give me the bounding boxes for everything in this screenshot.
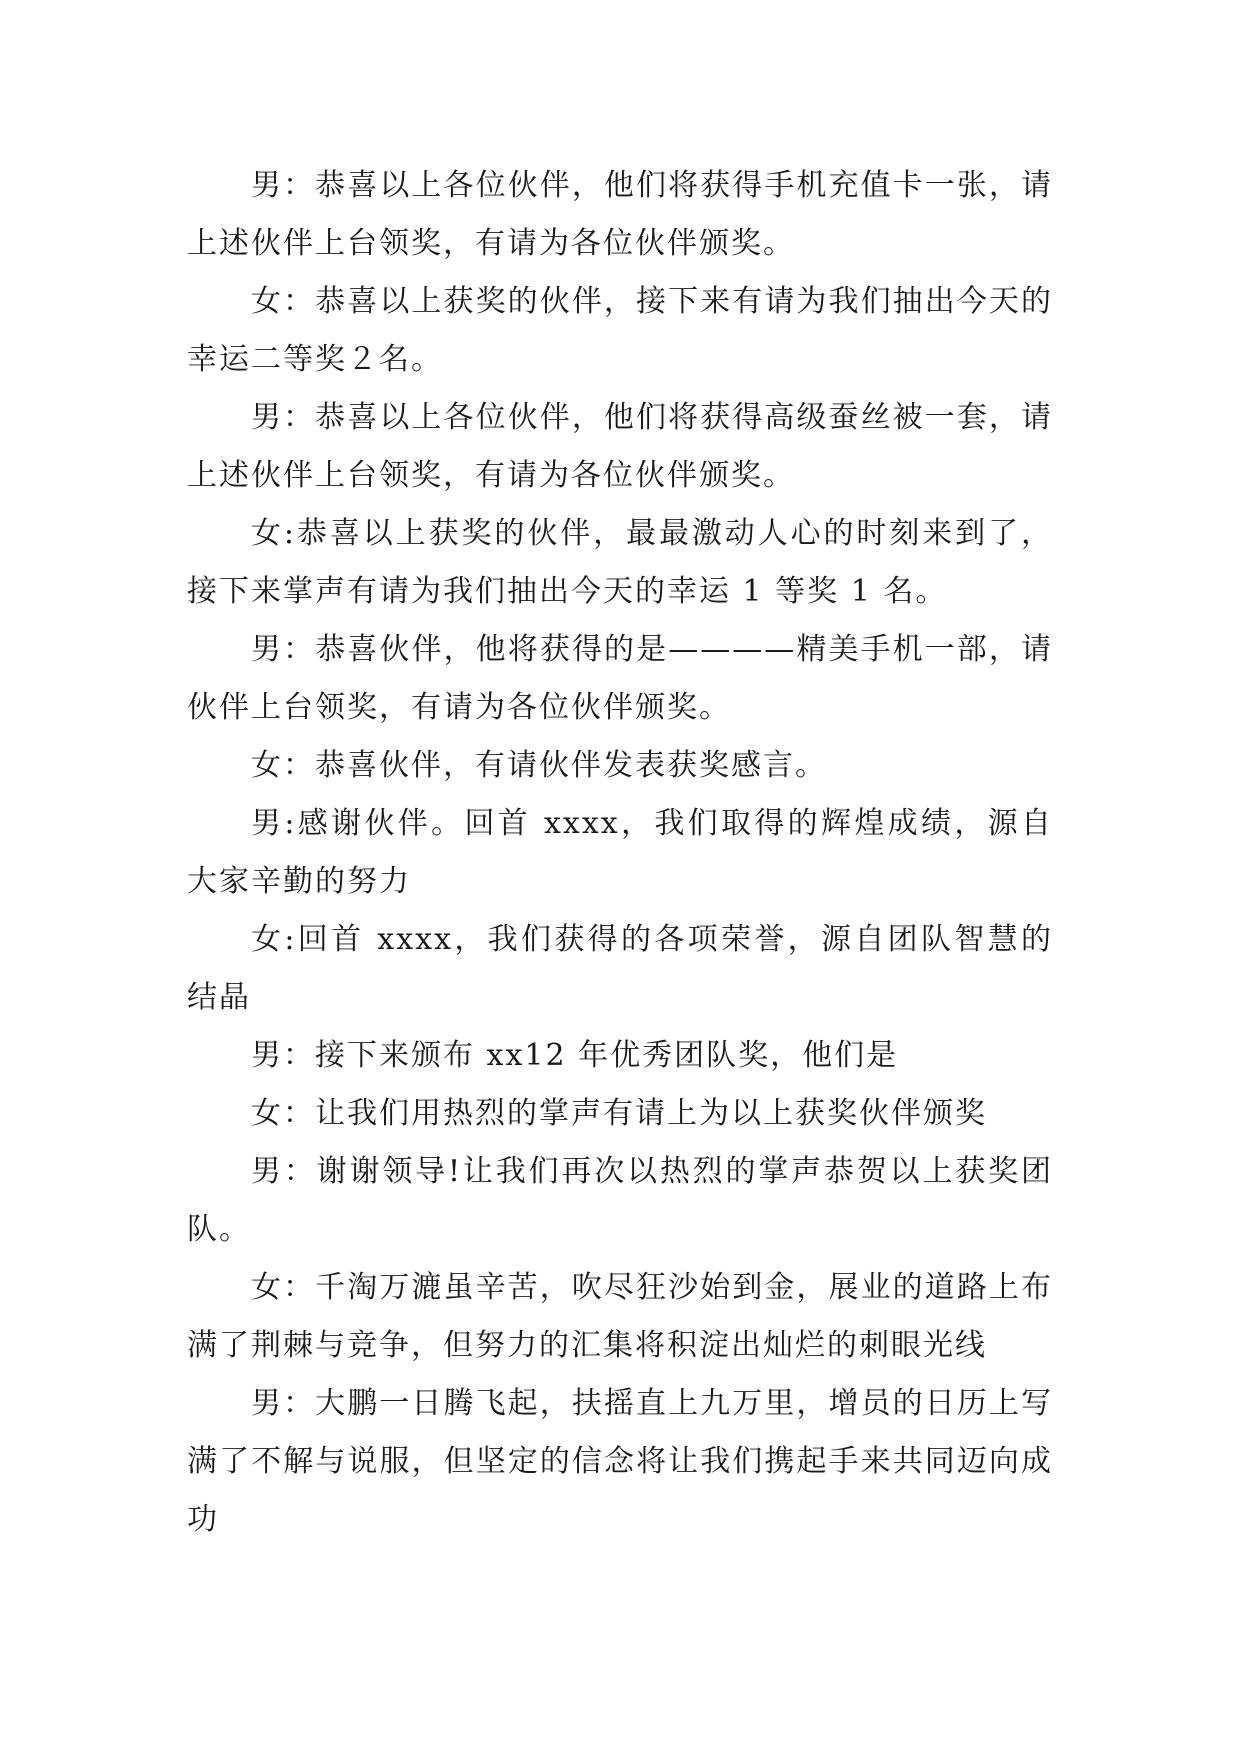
paragraph: 女：恭喜伙伴，有请伙伴发表获奖感言。	[251, 748, 827, 783]
paragraph: 男：恭喜以上各位伙伴，他们将获得手机充值卡一张，请上述伙伴上台领奖，有请为各位伙伴颁奖。	[187, 168, 1053, 261]
paragraph: 女：恭喜以上获奖的伙伴，接下来有请为我们抽出今天的幸运二等奖２名。	[187, 284, 1053, 377]
paragraph: 男:感谢伙伴。回首 xxxx，我们取得的辉煌成绩，源自大家辛勤的努力	[187, 806, 1053, 899]
paragraph: 男：恭喜伙伴，他将获得的是————精美手机一部，请伙伴上台领奖，有请为各位伙伴颁奖。	[187, 632, 1053, 725]
paragraph: 女:恭喜以上获奖的伙伴，最最激动人心的时刻来到了，接下来掌声有请为我们抽出今天的幸运 1 等奖 1 名。	[187, 516, 1053, 609]
paragraph: 女：让我们用热烈的掌声有请上为以上获奖伙伴颁奖	[251, 1096, 987, 1131]
paragraph: 男：接下来颁布 xx12 年优秀团队奖，他们是	[251, 1038, 899, 1073]
paragraph: 男：恭喜以上各位伙伴，他们将获得高级蚕丝被一套，请上述伙伴上台领奖，有请为各位伙伴颁奖。	[187, 400, 1053, 493]
paragraph: 男：大鹏一日腾飞起，扶摇直上九万里，增员的日历上写满了不解与说服，但坚定的信念将让我们携起手来共同迈向成功	[187, 1386, 1053, 1537]
paragraph: 女:回首 xxxx，我们获得的各项荣誉，源自团队智慧的结晶	[187, 922, 1053, 1015]
paragraph: 男：谢谢领导!让我们再次以热烈的掌声恭贺以上获奖团队。	[187, 1154, 1053, 1247]
paragraph: 女：千淘万漉虽辛苦，吹尽狂沙始到金，展业的道路上布满了荆棘与竞争，但努力的汇集将积淀出灿烂的刺眼光线	[187, 1270, 1053, 1363]
document-body	[187, 157, 1053, 1549]
